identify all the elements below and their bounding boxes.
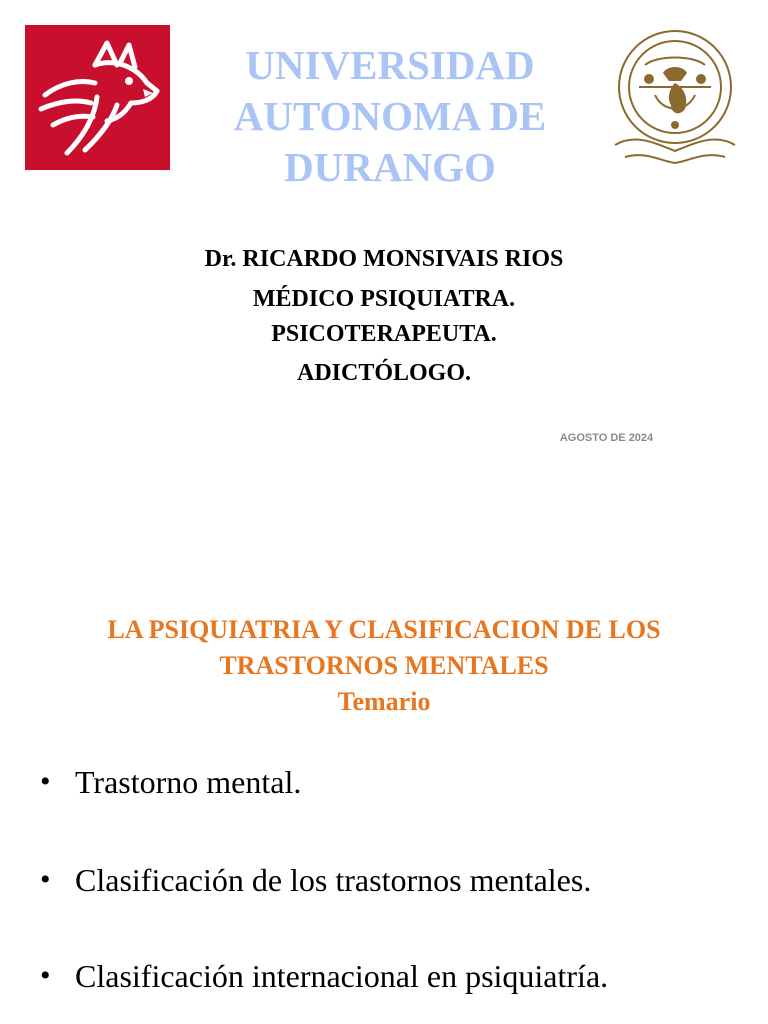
university-logo	[25, 25, 170, 170]
list-item-text: Clasificación de los trastornos mentales.	[75, 862, 592, 898]
bullet-icon: •	[40, 765, 51, 798]
doctor-role-psychotherapist: PSICOTERAPEUTA.	[271, 321, 497, 347]
doctor-role-addictologist: ADICTÓLOGO.	[296, 360, 472, 386]
topic-title-line: TRASTORNOS MENTALES	[219, 651, 549, 680]
presentation-date: AGOSTO DE 2024	[559, 432, 654, 444]
wolf-head-icon	[25, 25, 170, 170]
university-title-line: DURANGO	[284, 144, 496, 190]
bullet-icon: •	[40, 863, 51, 896]
doctor-role-psychiatrist: MÉDICO PSIQUIATRA.	[252, 286, 516, 312]
university-title	[190, 40, 590, 193]
list-item-text: Trastorno mental.	[75, 764, 302, 800]
unam-seal-icon	[605, 25, 745, 167]
university-title-line: AUTONOMA DE	[233, 93, 547, 139]
university-title-line: UNIVERSIDAD	[245, 42, 535, 88]
topic-title-line: LA PSIQUIATRIA Y CLASIFICACION DE LOS	[107, 615, 661, 644]
list-item-text: Clasificación internacional en psiquiatría.	[75, 958, 609, 994]
unam-seal	[605, 25, 745, 167]
bullet-icon: •	[40, 959, 51, 992]
doctor-name: Dr. RICARDO MONSIVAIS RIOS	[204, 246, 564, 272]
topic-subtitle: Temario	[337, 687, 431, 716]
topic-title	[0, 612, 768, 720]
